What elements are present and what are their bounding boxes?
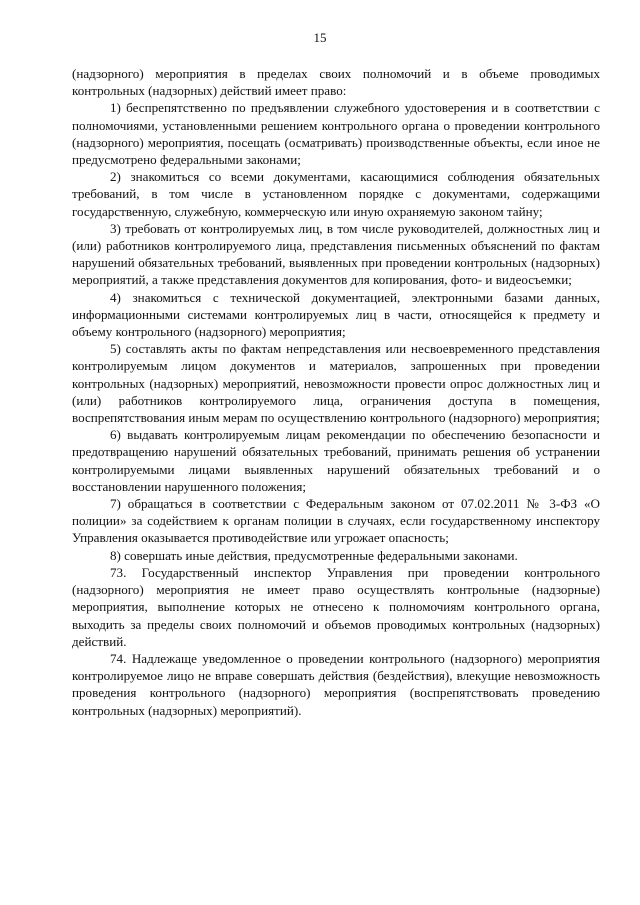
list-item-7: 7) обращаться в соответствии с Федеральным законом от 07.02.2011 № 3-ФЗ «О полиции» за содействием к органам полиции в случаях, если государственному инспектору Управления оказывается противодействие или угрожает опасность; (72, 496, 600, 546)
list-item-2: 2) знакомиться со всеми документами, касающимися соблюдения обязательных требований, в том числе в установленном порядке с документами, содержащими государственную, служебную, коммерческую или иную охраняемую законом тайну; (72, 169, 600, 219)
paragraph-74: 74. Надлежаще уведомленное о проведении контрольного (надзорного) мероприятия контролируемое лицо не вправе совершать действия (бездействия), влекущие невозможность проведения контрольного (надзорного) мероприятия (воспрепятствовать проведению контрольных (надзорных) мероприятий). (72, 650, 600, 718)
paragraph-73: 73. Государственный инспектор Управления при проведении контрольного (надзорного) мероприятия не имеет право осуществлять контрольные (надзорные) мероприятия, выполнение которых не отнесено к полномочиям контрольного органа, выходить за пределы своих полномочий и объемов проводимых контрольных (надзорных) действий. (72, 564, 600, 649)
list-item-5: 5) составлять акты по фактам непредставления или несвоевременного представления контролируемым лицом документов и материалов, запрошенных при проведении контрольных (надзорных) мероприятий, невозможности провести опрос должностных лиц и (или) работников контролируемого лица, ограничения доступа в помещения, воспрепятствования иным мерам по осуществлению контрольного (надзорного) мероприятия; (72, 341, 600, 426)
list-item-4: 4) знакомиться с технической документацией, электронными базами данных, информационными системами контролируемых лиц в части, относящейся к предмету и объему контрольного (надзорного) мероприятия; (72, 289, 600, 340)
list-item-8: 8) совершать иные действия, предусмотренные федеральными законами. (110, 547, 518, 563)
list-item-1: 1) беспрепятственно по предъявлении служебного удостоверения и в соответствии с полномочиями, установленными решением контрольного органа о проведении контрольного (надзорного) мероприятия, посещать (осматривать) производственные объекты, если иное не предусмотрено федеральными законами; (72, 100, 600, 168)
paragraph-continuation: (надзорного) мероприятия в пределах своих полномочий и в объеме проводимых контрольных (надзорных) действий имеет право: (72, 66, 600, 99)
list-item-3: 3) требовать от контролируемых лиц, в том числе руководителей, должностных лиц и (или) работников контролируемого лица, представления письменных объяснений по фактам нарушений обязательных требований, выявленных при проведении контрольных (надзорных) мероприятий, а также представления документов для копирования, фото- и видеосъемки; (72, 220, 600, 288)
list-item-6: 6) выдавать контролируемым лицам рекомендации по обеспечению безопасности и предотвращению нарушений обязательных требований, принимать решения об устранении контролируемыми лицами выявленных нарушений обязательных требований и о восстановлении нарушенного положения; (72, 427, 600, 494)
document-body (72, 65, 600, 719)
page-number: 15 (313, 30, 327, 45)
